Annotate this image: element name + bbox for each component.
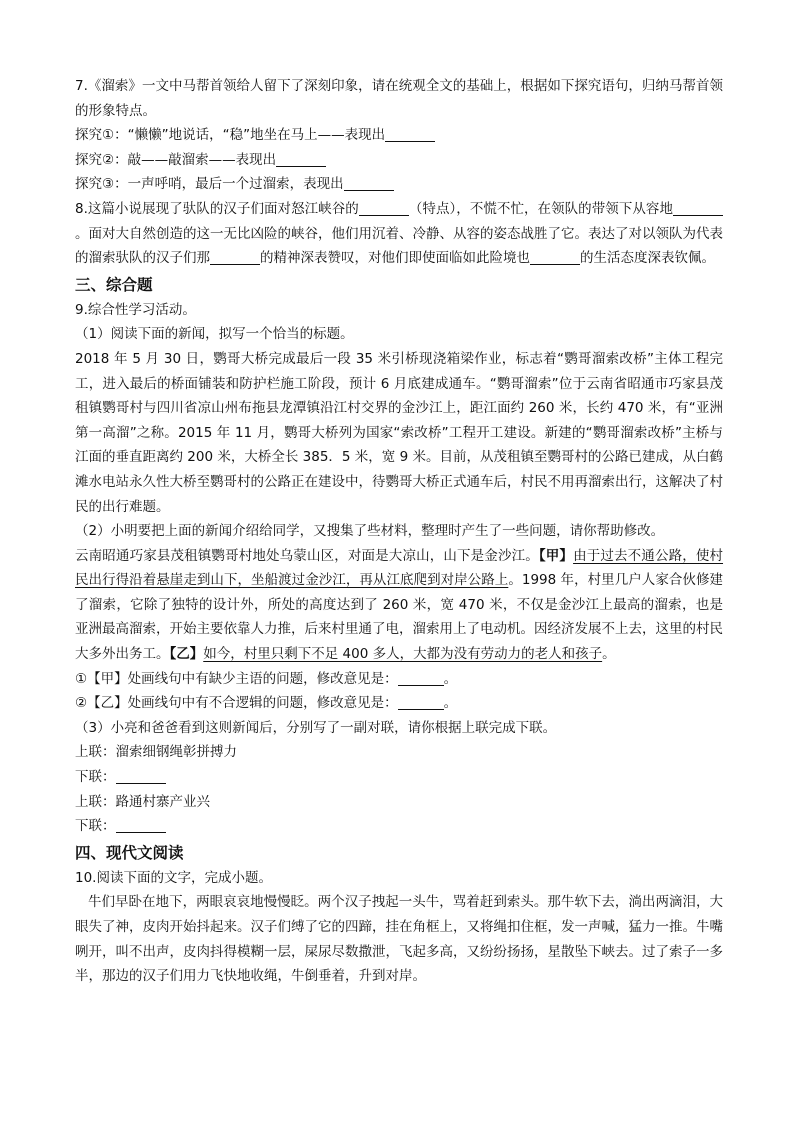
q8-text: 8.这篇小说展现了驮队的汉子们面对怒江峡谷的 （特点），不慌不忙，在领队的带领下从容地。面对大自然创造的这一无比凶险的峡谷，他们用沉着、冷静、从容的姿态战胜了它。表达了对以领队为代表的溜索驮队的汉子们那 的精神深表赞叹，对他们即使面临如此险境也 的生活态度深表钦佩。 [75, 200, 723, 267]
answer-blank[interactable] [210, 249, 260, 265]
q7-stem: 7.《溜索》一文中马帮首领给人留下了深刻印象，请在统观全文的基础上，根据如下探究语句，归纳马帮首领的形象特点。 [75, 78, 723, 119]
answer-blank[interactable] [398, 694, 444, 710]
marker-yi: 【乙】 [169, 646, 204, 663]
answer-blank[interactable] [344, 175, 394, 191]
couplet-lower-2: 下联： [75, 814, 723, 839]
marker-jia: 【甲】 [538, 547, 574, 564]
q10-title: 10.阅读下面的文字，完成小题。 [75, 869, 272, 886]
underlined-sentence-yi: 如今，村里只剩下不足 400 多人，大都为没有劳动力的老人和孩子 [203, 646, 603, 663]
answer-blank[interactable] [385, 126, 435, 142]
q9-title: 9.综合性学习活动。 [75, 301, 196, 318]
q9-fix-1: ①【甲】处画线句中有缺少主语的问题，修改意见是： 。 [75, 670, 458, 687]
q9-news: 2018 年 5 月 30 日，鹦哥大桥完成最后一段 35 米引桥现浇箱梁作业，标志着“鹦哥溜索改桥”主体工程完工，进入最后的桥面铺装和防护栏施工阶段，预计 6 月底建成通车。“鹦哥溜索”位于云南省昭通市巧家县茂租镇鹦哥村与四川省凉山州布拖县龙潭镇沿江村交界的金沙江上，距江面约 260 米，长约 470 米，有“亚洲第一高溜”之称。2015 年 11 月，鹦哥大桥列为国家“索改桥”工程开工建设。新建的“鹦哥溜索改桥”主桥与江面的垂直距离约 200 米，大桥全长 385．5 米，宽 9 米。目前，从茂租镇至鹦哥村的公路已建成，从白鹤滩水电站永久性大桥至鹦哥村的公路正在建设中，待鹦哥大桥正式通车后，村民不用再溜索出行，这解决了村民的出行难题。 [75, 350, 723, 515]
couplet-upper-1: 上联：溜索细钢绳彰拼搏力 [75, 744, 237, 761]
q7-explore-3: 探究③：一声呼哨，最后一个过溜索，表现出 [75, 172, 723, 197]
couplet-lower-1: 下联： [75, 765, 723, 790]
section-heading-4: 四、现代文阅读 [75, 843, 184, 862]
answer-blank[interactable] [276, 151, 326, 167]
answer-blank[interactable] [116, 768, 166, 784]
answer-blank[interactable] [398, 670, 444, 686]
answer-blank[interactable] [116, 817, 166, 833]
answer-blank[interactable] [673, 200, 723, 216]
answer-blank[interactable] [359, 200, 409, 216]
couplet-upper-2: 上联：路通村寨产业兴 [75, 793, 210, 810]
q9-fix-2: ②【乙】处画线句中有不合逻辑的问题，修改意见是： 。 [75, 695, 458, 712]
q7-explore-2: 探究②：敲——敲溜索——表现出 [75, 148, 723, 173]
document-page [75, 74, 723, 989]
q9-sub-2: （2）小明要把上面的新闻介绍给同学，又搜集了些材料，整理时产生了一些问题，请你帮助修改。 [75, 523, 665, 540]
q7-explore-1: 探究①：“懒懒”地说话，“稳”地坐在马上——表现出 [75, 123, 723, 148]
answer-blank[interactable] [530, 249, 580, 265]
q9-sub-3: （3）小亮和爸爸看到这则新闻后，分别写了一副对联，请你根据上联完成下联。 [75, 719, 557, 736]
section-heading-3: 三、综合题 [75, 275, 153, 294]
q9-sub-1: （1）阅读下面的新闻，拟写一个恰当的标题。 [75, 326, 354, 343]
q10-passage: 牛们早卧在地下，两眼哀哀地慢慢眨。两个汉子拽起一头牛，骂着赶到索头。那牛软下去，淌出两滴泪，大眼失了神，皮肉开始抖起来。汉子们缚了它的四蹄，挂在角框上，又将绳扣住框，发一声喊，猛力一推。牛嘴咧开，叫不出声，皮肉抖得模糊一层，屎尿尽数撒泄，飞起多高，又纷纷扬扬，星散坠下峡去。过了索子一多半，那边的汉子们用力飞快地收绳，牛倒垂着，升到对岸。 [75, 894, 723, 985]
underlined-sentence-jia: 由于过去不通公路，使村民出行得沿着悬崖走到山下，坐船渡过金沙江，再从江底爬到对岸公路上 [75, 547, 724, 589]
q9-material: 云南昭通巧家县茂租镇鹦哥村地处乌蒙山区，对面是大凉山，山下是金沙江。【甲】由于过去不通公路，使村民出行得沿着悬崖走到山下，坐船渡过金沙江，再从江底爬到对岸公路上。1998 年，村里几户人家合伙修建了溜索，它除了独特的设计外，所处的高度达到了 260 米，宽 470 米，不仅是金沙江上最高的溜索，也是亚洲最高溜索，开始主要依靠人力推，后来村里通了电，溜索用上了电动机。因经济发展不上去，这里的村民大多外出务工。【乙】如今，村里只剩下不足 400 多人，大都为没有劳动力的老人和孩子。 [75, 547, 724, 663]
